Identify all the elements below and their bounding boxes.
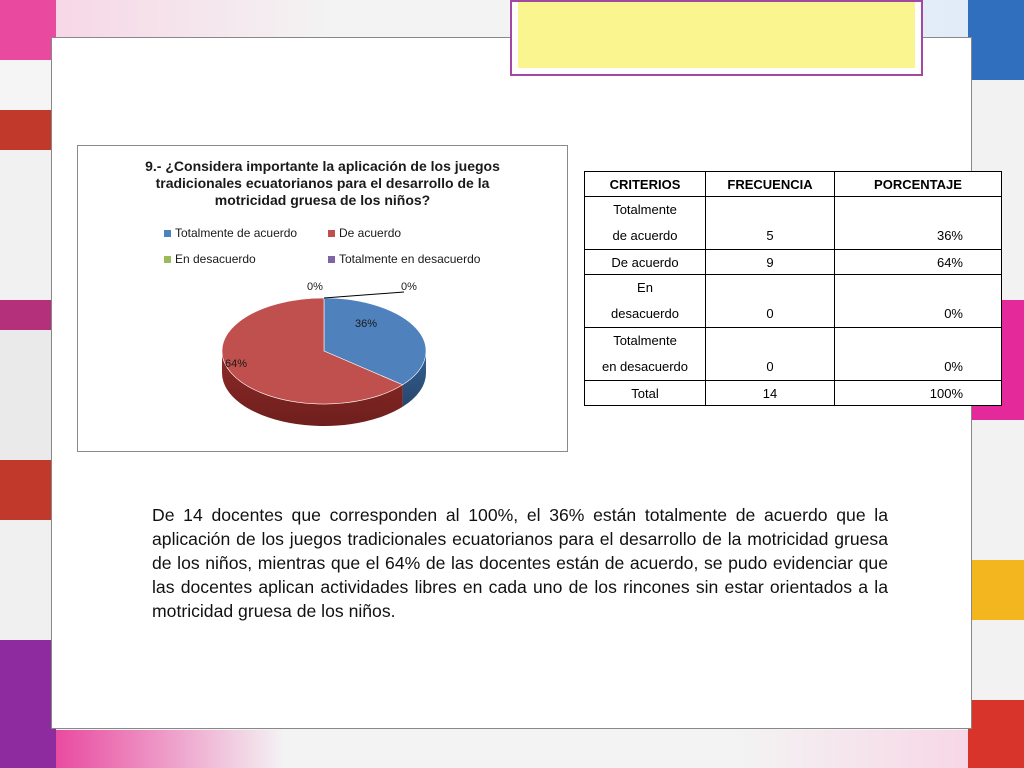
table-row-total [585,381,1002,406]
criterio-line: Totalmente [613,333,677,348]
porcentaje-value: 0% [944,306,963,321]
table-row [585,197,1002,250]
frecuencia-value: 0 [766,359,774,374]
cell-frecuencia [706,328,835,381]
data-label-0: 36% [354,318,378,330]
table-row [585,250,1002,275]
table-header-row [585,172,1002,197]
decorative-border-bottom [56,730,968,768]
sticky-note-fill [518,2,915,68]
cell-frecuencia [706,197,835,250]
header-criterios: CRITERIOS [585,172,706,197]
cell-porcentaje [835,328,1002,381]
criterio-line: De acuerdo [611,254,679,270]
cell-criterio [585,275,706,328]
leader-line [324,292,404,298]
cell-criterio [585,250,706,275]
decorative-border-left [0,0,56,768]
porcentaje-value: 0% [944,359,963,374]
pie-chart [78,146,567,451]
cell-porcentaje: 100% [835,381,1002,406]
header-porcentaje: PORCENTAJE [835,172,1002,197]
frecuencia-value: 5 [766,228,774,243]
criterio-line: desacuerdo [611,306,679,321]
criterio-line: Totalmente [613,202,677,217]
data-label-2: 0% [307,281,323,293]
cell-criterio [585,197,706,250]
legend-label: En desacuerdo [175,252,256,266]
legend-label: Totalmente en desacuerdo [339,252,481,266]
cell-porcentaje [835,197,1002,250]
data-table [584,171,1002,406]
porcentaje-value: 36% [936,228,963,243]
header-frecuencia: FRECUENCIA [706,172,835,197]
data-label-3: 0% [401,281,417,293]
criterio-line: Total [631,385,659,401]
cell-porcentaje [835,275,1002,328]
cell-criterio [585,381,706,406]
data-label-1: 64% [224,358,248,370]
criterio-line: En [637,280,653,295]
analysis-paragraph: De 14 docentes que corresponden al 100%, el 36% están totalmente de acuerdo que la aplicación de los juegos tradicionales ecuatorianos para el desarrollo de la motricidad gruesa de los niños, mientras que el 64% de las docentes están de acuerdo, se pudo evidenciar que las docentes aplican actividades libres en cada uno de los rincones sin estar orientados a la motricidad gruesa de los niños. [152,505,888,621]
cell-criterio [585,328,706,381]
legend-label: Totalmente de acuerdo [175,226,298,240]
table-row [585,328,1002,381]
cell-frecuencia [706,275,835,328]
sticky-note-box [510,0,923,76]
legend-label: De acuerdo [339,226,402,240]
pie-chart-frame [77,145,568,452]
cell-porcentaje: 64% [835,250,1002,275]
criterio-line: de acuerdo [612,228,678,243]
cell-frecuencia: 9 [706,250,835,275]
pie-group [222,281,426,426]
cell-frecuencia: 14 [706,381,835,406]
table-row [585,275,1002,328]
frecuencia-value: 0 [766,306,774,321]
chart-title: 9.- ¿Considera importante la aplicación de los juegos tradicionales ecuatorianos para el desarrollo de la motricidad gruesa de los niños? [145,158,500,208]
criterio-line: en desacuerdo [601,359,688,374]
